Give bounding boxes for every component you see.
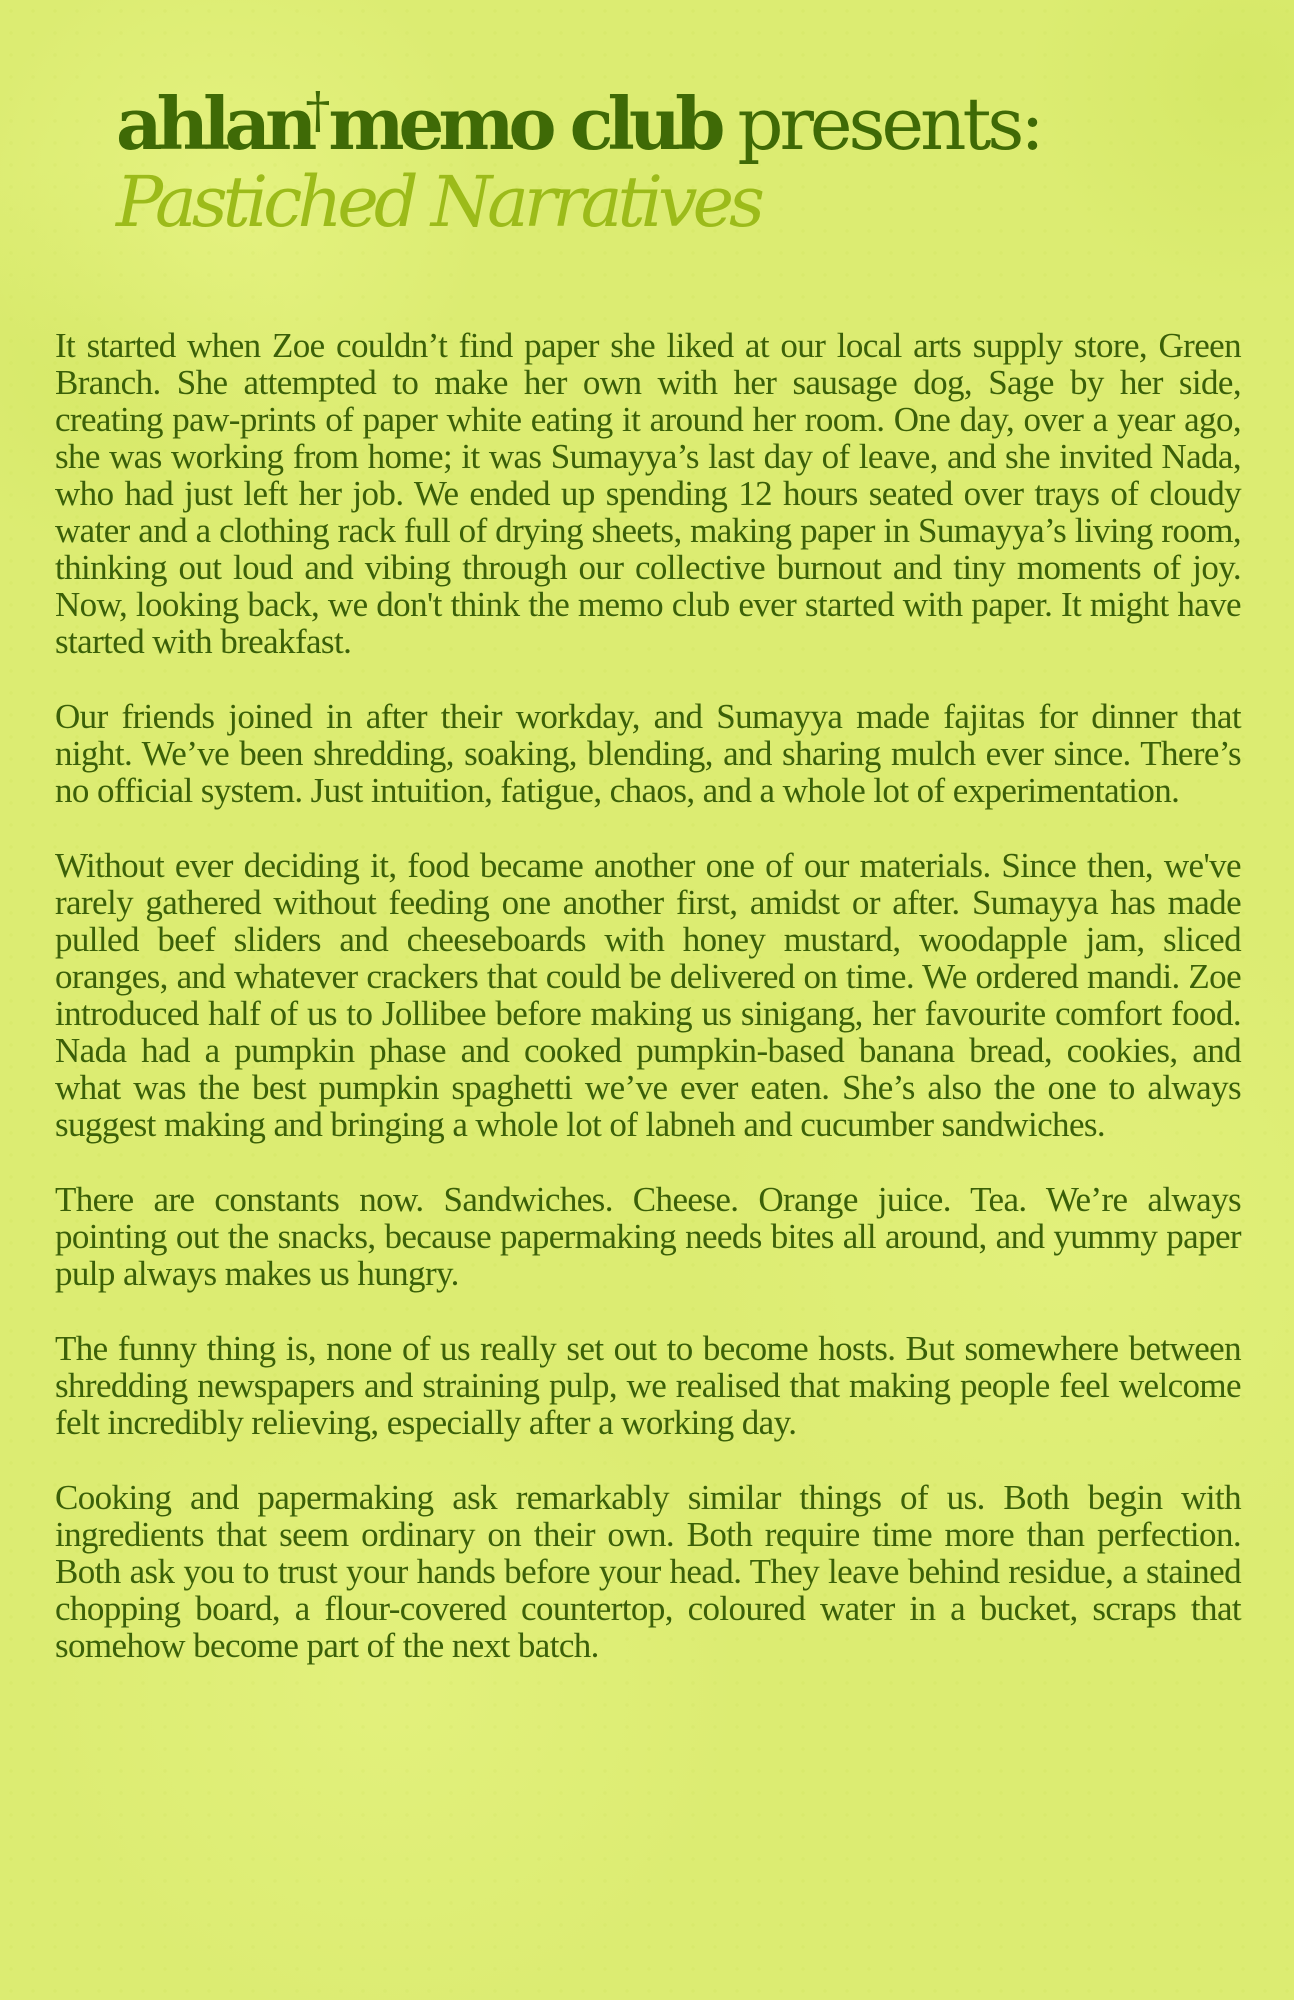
article-body (55, 327, 1241, 1702)
brand-mark: † (305, 81, 331, 139)
paragraph-1: It started when Zoe couldn’t find paper she liked at our local arts supply store, Green Branch. She attempted to make her own with her sausage dog, Sage by her side, creating paw-prints of paper white eating it around her room. One day, over a year ago, she was working from home; it was Sumayya’s last day of leave, and she invited Nada, who had just left her job. We ended up spending 12 hours seated over trays of cloudy water and a clothing rack full of drying sheets, making paper in Sumayya’s living room, thinking out loud and vibing through our collective burnout and tiny moments of joy. Now, looking back, we don't think the memo club ever started with paper. It might have started with breakfast. (55, 326, 1241, 661)
title-line (116, 81, 1216, 172)
brand-name-part1: ahlan (116, 81, 312, 166)
paragraph-5: The funny thing is, none of us really set out to become hosts. But somewhere between shredding newspapers and straining pulp, we realised that making people feel welcome felt incredibly relieving, especially after a working day. (55, 1329, 1241, 1442)
header (116, 81, 1216, 243)
brand-name (116, 81, 720, 166)
brand-name-part2: memo club (328, 81, 720, 166)
paragraph-2: Our friends joined in after their workday, and Sumayya made fajitas for dinner that night. We’ve been shredding, soaking, blending, and sharing mulch ever since. There’s no official system. Just intuition, fatigue, chaos, and a whole lot of experimentation. (55, 697, 1241, 810)
paragraph-4: There are constants now. Sandwiches. Cheese. Orange juice. Tea. We’re always pointing out the snacks, because papermaking needs bites all around, and yummy paper pulp always makes us hungry. (55, 1180, 1241, 1293)
paragraph-3: Without ever deciding it, food became another one of our materials. Since then, we've rarely gathered without feeding one another first, amidst or after. Sumayya has made pulled beef sliders and cheeseboards with honey mustard, woodapple jam, sliced oranges, and whatever crackers that could be delivered on time. We ordered mandi. Zoe introduced half of us to Jollibee before making us sinigang, her favourite comfort food. Nada had a pumpkin phase and cooked pumpkin-based banana bread, cookies, and what was the best pumpkin spaghetti we’ve ever eaten. She’s also the one to always suggest making and bringing a whole lot of labneh and cucumber sandwiches. (55, 846, 1241, 1144)
paragraph-6: Cooking and papermaking ask remarkably similar things of us. Both begin with ingredients that seem ordinary on their own. Both require time more than perfection. Both ask you to trust your hands before your head. They leave behind residue, a stained chopping board, a flour-covered countertop, coloured water in a bucket, scraps that somehow become part of the next batch. (55, 1478, 1241, 1665)
page-subtitle: Pastiched Narratives (116, 161, 760, 243)
presents-label: presents: (737, 82, 1041, 166)
